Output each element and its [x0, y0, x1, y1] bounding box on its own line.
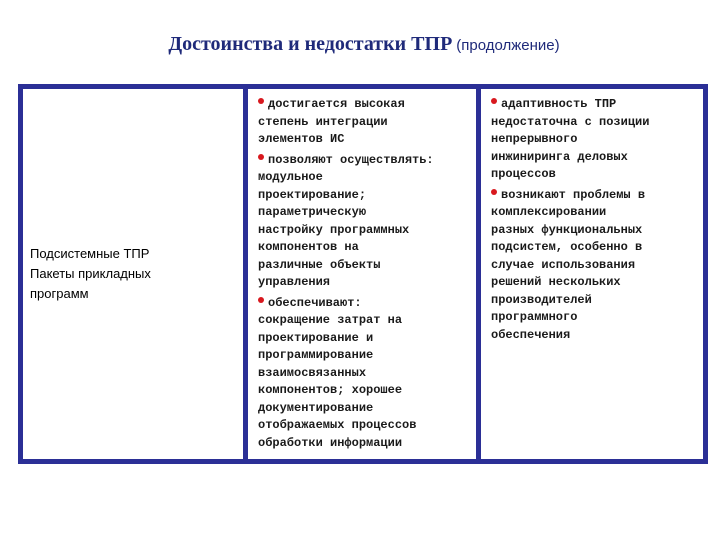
advantages-cell [248, 89, 481, 459]
list-item-text: взаимосвязанных [258, 365, 367, 380]
list-item-text: достигается высокая [268, 97, 405, 111]
list-item [258, 295, 472, 453]
row-label-line: программ [30, 286, 89, 301]
list-item-text: комплексировании [491, 205, 607, 219]
list-item-text: разных функциональных [491, 222, 643, 237]
list-item-text: отображаемых процессов [258, 418, 417, 432]
list-item-text: решений нескольких [491, 275, 621, 289]
list-item-text: параметрическую [258, 205, 367, 219]
disadvantages-list [481, 89, 703, 344]
list-item-text: документирование [258, 400, 374, 415]
list-item-text: обеспечения [491, 327, 571, 342]
slide-title [0, 33, 728, 56]
bullet-icon [258, 297, 264, 303]
list-item-text: недостаточна с позиции [491, 114, 650, 129]
list-item-text: проектирование; [258, 187, 367, 202]
list-item-text: управления [258, 275, 331, 289]
list-item-text: позволяют осуществлять: [268, 152, 434, 167]
list-item-text: программирование [258, 348, 374, 362]
list-item-text: модульное [258, 170, 323, 184]
list-item-text: обеспечивают: [268, 295, 362, 310]
list-item-text: адаптивность ТПР [501, 97, 617, 111]
list-item-text: степень интеграции [258, 114, 388, 129]
list-item-text: элементов ИС [258, 132, 345, 146]
list-item-text: инжиниринга деловых [491, 149, 628, 164]
bullet-icon [491, 189, 497, 195]
list-item-text: подсистем, особенно в [491, 240, 643, 254]
list-item-text: сокращение затрат на [258, 313, 403, 327]
list-item-text: производителей [491, 292, 592, 307]
list-item-text: непрерывного [491, 132, 578, 146]
bullet-icon [258, 98, 264, 104]
bullet-icon [258, 154, 264, 160]
comparison-table [18, 84, 708, 464]
title-subtitle: (продолжение) [456, 37, 560, 54]
list-item-text: настройку программных [258, 222, 410, 237]
list-item [491, 187, 699, 345]
row-label-line: Подсистемные ТПР [30, 246, 150, 261]
bullet-icon [491, 98, 497, 104]
disadvantages-cell [481, 89, 703, 459]
list-item-text: программного [491, 310, 578, 324]
row-label-cell [23, 89, 248, 459]
list-item-text: процессов [491, 167, 556, 181]
list-item [258, 152, 472, 292]
row-label [30, 244, 151, 304]
list-item-text: компонентов на [258, 240, 359, 254]
list-item-text: возникают проблемы в [501, 187, 646, 202]
list-item-text: случае использования [491, 257, 636, 272]
list-item-text: обработки информации [258, 435, 403, 450]
advantages-list [248, 89, 476, 452]
list-item [258, 96, 472, 149]
list-item-text: различные объекты [258, 257, 381, 272]
list-item-text: проектирование и [258, 330, 374, 345]
row-label-line: Пакеты прикладных [30, 266, 151, 281]
title-main: Достоинства и недостатки ТПР [168, 33, 453, 55]
list-item-text: компонентов; хорошее [258, 383, 403, 397]
list-item [491, 96, 699, 184]
